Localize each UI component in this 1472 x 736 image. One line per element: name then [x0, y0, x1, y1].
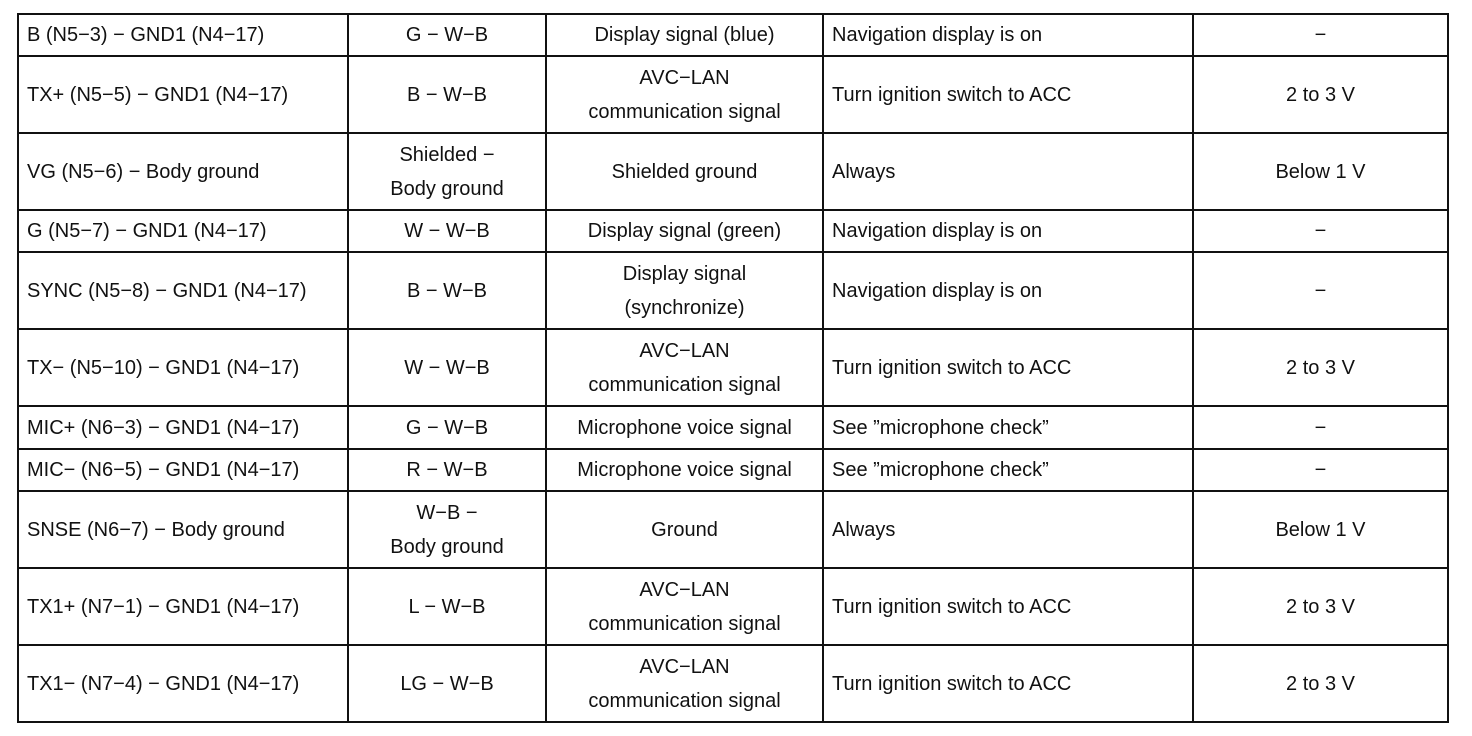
terminal-description-text: AVC−LAN [639, 339, 730, 362]
condition-text: Always [832, 160, 896, 183]
condition-text: Turn ignition switch to ACC [832, 595, 1072, 618]
wiring-color-cell [348, 210, 546, 252]
condition-cell [823, 406, 1193, 449]
wiring-color-text: W−B − [416, 501, 478, 524]
specified-condition-text: 2 to 3 V [1286, 672, 1355, 695]
terminal-description-text: (synchronize) [624, 296, 745, 319]
table-row [18, 645, 1448, 722]
condition-text: See ”microphone check” [832, 416, 1049, 439]
table-row [18, 56, 1448, 133]
specified-condition-text: 2 to 3 V [1286, 356, 1355, 379]
specified-condition-cell [1193, 406, 1448, 449]
specified-condition-cell [1193, 252, 1448, 329]
wiring-color-text: L − W−B [408, 595, 486, 618]
terminal-description-cell [546, 133, 823, 210]
terminal-description-text: Display signal [622, 262, 747, 285]
table-row [18, 133, 1448, 210]
terminal-text: TX1+ (N7−1) − GND1 (N4−17) [27, 595, 300, 618]
terminal-cell [18, 449, 348, 491]
terminal-description-text: Ground [651, 518, 718, 541]
wiring-color-text: Body ground [390, 535, 504, 558]
wiring-color-text: B − W−B [406, 279, 488, 302]
wiring-color-cell [348, 491, 546, 568]
terminal-description-text: communication signal [588, 612, 781, 635]
terminal-description-cell [546, 645, 823, 722]
specified-condition-cell [1193, 56, 1448, 133]
condition-cell [823, 491, 1193, 568]
specified-condition-cell [1193, 210, 1448, 252]
wiring-color-text: Shielded − [399, 143, 495, 166]
terminal-description-cell [546, 210, 823, 252]
wiring-color-text: W − W−B [404, 220, 490, 242]
terminal-cell [18, 133, 348, 210]
condition-text: Turn ignition switch to ACC [832, 672, 1072, 695]
specified-condition-text: − [1314, 459, 1327, 481]
wiring-color-cell [348, 645, 546, 722]
terminal-cell [18, 56, 348, 133]
terminal-cell [18, 14, 348, 56]
terminal-cell [18, 210, 348, 252]
terminal-text: SNSE (N6−7) − Body ground [27, 518, 285, 541]
table-row [18, 14, 1448, 56]
wiring-color-text: W − W−B [404, 356, 490, 379]
wiring-color-text: B − W−B [406, 83, 488, 106]
terminal-cell [18, 568, 348, 645]
terminal-text: TX1− (N7−4) − GND1 (N4−17) [27, 672, 300, 695]
specified-condition-text: Below 1 V [1275, 160, 1366, 183]
condition-cell [823, 210, 1193, 252]
wiring-color-cell [348, 329, 546, 406]
terminal-description-cell [546, 568, 823, 645]
terminal-cell [18, 329, 348, 406]
wiring-color-cell [348, 252, 546, 329]
wiring-color-text: G − W−B [405, 416, 489, 439]
table-row [18, 252, 1448, 329]
terminal-description-text: communication signal [588, 373, 781, 396]
terminal-text: MIC− (N6−5) − GND1 (N4−17) [27, 459, 300, 481]
condition-cell [823, 252, 1193, 329]
terminal-text: SYNC (N5−8) − GND1 (N4−17) [27, 279, 307, 302]
specified-condition-cell [1193, 449, 1448, 491]
specified-condition-text: Below 1 V [1275, 518, 1366, 541]
terminal-cell [18, 491, 348, 568]
specified-condition-text: 2 to 3 V [1286, 83, 1355, 106]
terminal-description-cell [546, 449, 823, 491]
condition-cell [823, 133, 1193, 210]
specified-condition-text: − [1314, 220, 1327, 242]
condition-cell [823, 449, 1193, 491]
terminal-description-cell [546, 406, 823, 449]
table-body [18, 14, 1448, 722]
specified-condition-text: − [1314, 416, 1327, 439]
specified-condition-cell [1193, 14, 1448, 56]
terminal-text: TX− (N5−10) − GND1 (N4−17) [27, 356, 300, 379]
terminal-description-text: Display signal (green) [587, 220, 782, 242]
terminal-cell [18, 406, 348, 449]
terminal-description-text: AVC−LAN [639, 578, 730, 601]
wiring-color-cell [348, 133, 546, 210]
condition-cell [823, 645, 1193, 722]
specified-condition-text: 2 to 3 V [1286, 595, 1355, 618]
terminal-description-cell [546, 491, 823, 568]
condition-cell [823, 568, 1193, 645]
terminal-description-cell [546, 329, 823, 406]
terminal-description-cell [546, 14, 823, 56]
terminal-description-text: Shielded ground [611, 160, 758, 183]
terminal-cell [18, 252, 348, 329]
terminal-description-cell [546, 56, 823, 133]
terminal-text: VG (N5−6) − Body ground [27, 160, 260, 183]
terminal-spec-table [17, 13, 1449, 723]
terminal-text: B (N5−3) − GND1 (N4−17) [27, 24, 265, 46]
condition-text: Turn ignition switch to ACC [832, 356, 1072, 379]
specified-condition-cell [1193, 133, 1448, 210]
condition-text: Navigation display is on [832, 279, 1043, 302]
wiring-color-cell [348, 56, 546, 133]
terminal-description-text: Microphone voice signal [577, 416, 792, 439]
terminal-description-cell [546, 252, 823, 329]
wiring-color-cell [348, 14, 546, 56]
terminal-description-text: Microphone voice signal [577, 459, 792, 481]
terminal-cell [18, 645, 348, 722]
wiring-color-text: G − W−B [405, 24, 489, 46]
condition-text: Navigation display is on [832, 24, 1043, 46]
condition-cell [823, 329, 1193, 406]
specified-condition-cell [1193, 568, 1448, 645]
terminal-description-text: communication signal [588, 100, 781, 123]
terminal-description-text: communication signal [588, 689, 781, 712]
condition-text: See ”microphone check” [832, 459, 1049, 481]
condition-text: Navigation display is on [832, 220, 1043, 242]
condition-text: Turn ignition switch to ACC [832, 83, 1072, 106]
table-row [18, 210, 1448, 252]
terminal-text: TX+ (N5−5) − GND1 (N4−17) [27, 83, 289, 106]
terminal-text: MIC+ (N6−3) − GND1 (N4−17) [27, 416, 300, 439]
condition-cell [823, 56, 1193, 133]
terminal-description-text: AVC−LAN [639, 655, 730, 678]
table-row [18, 491, 1448, 568]
specified-condition-cell [1193, 329, 1448, 406]
terminal-text: G (N5−7) − GND1 (N4−17) [27, 220, 267, 242]
terminal-description-text: AVC−LAN [639, 66, 730, 89]
specified-condition-text: − [1314, 24, 1327, 46]
table-row [18, 329, 1448, 406]
condition-text: Always [832, 518, 896, 541]
table-row [18, 568, 1448, 645]
wiring-color-cell [348, 568, 546, 645]
table-row [18, 449, 1448, 491]
wiring-color-cell [348, 406, 546, 449]
specified-condition-text: − [1314, 279, 1327, 302]
specified-condition-cell [1193, 645, 1448, 722]
specified-condition-cell [1193, 491, 1448, 568]
condition-cell [823, 14, 1193, 56]
terminal-description-text: Display signal (blue) [594, 24, 775, 46]
wiring-color-text: R − W−B [406, 459, 488, 481]
wiring-color-text: Body ground [390, 177, 504, 200]
table-row [18, 406, 1448, 449]
wiring-color-cell [348, 449, 546, 491]
wiring-color-text: LG − W−B [400, 672, 494, 695]
